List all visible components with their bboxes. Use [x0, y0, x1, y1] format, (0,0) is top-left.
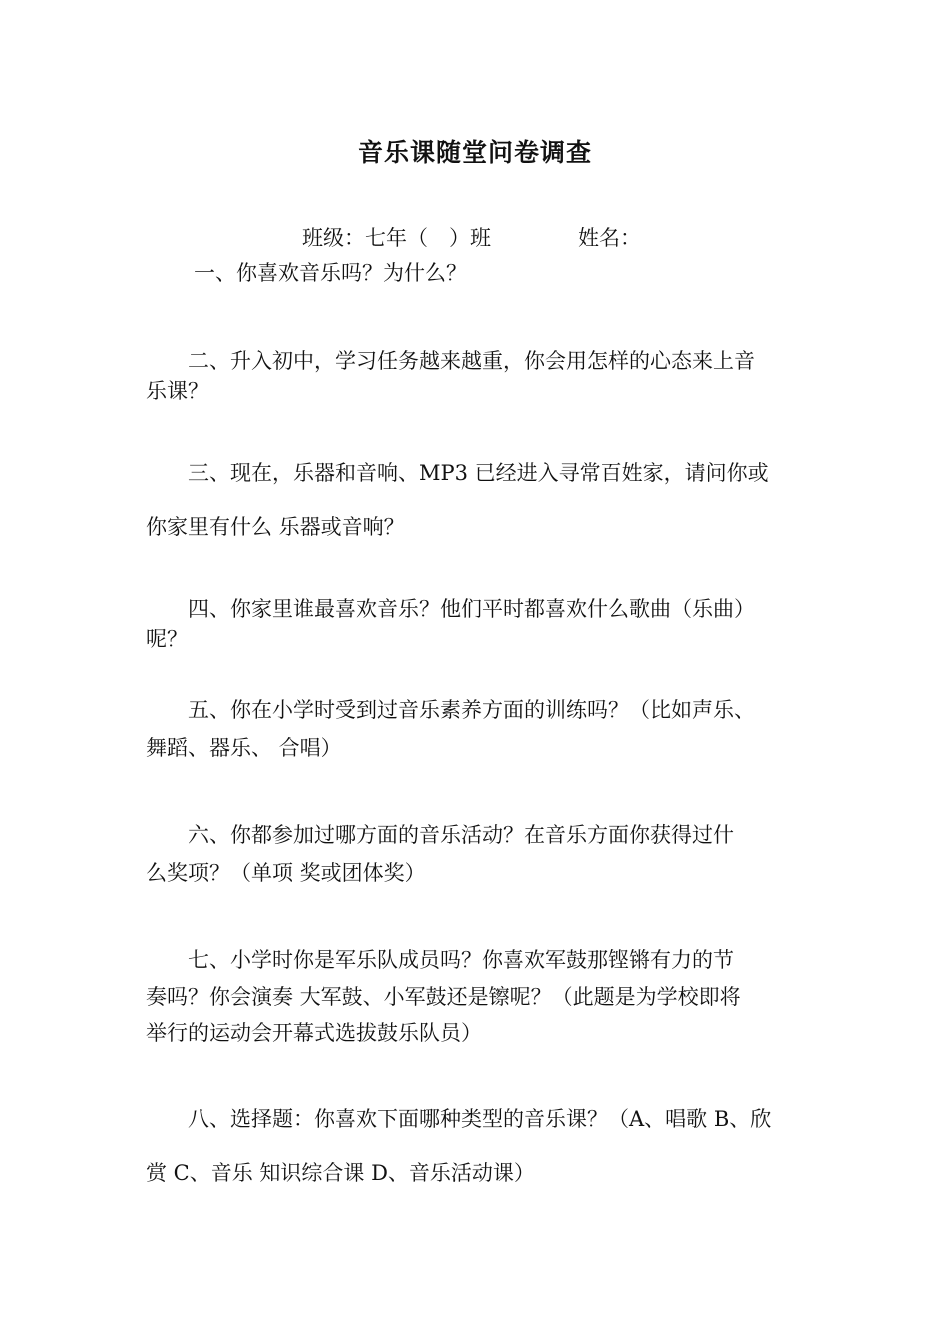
question-1-line-1: 一、你喜欢音乐吗？为什么？ [194, 261, 467, 285]
question-8-line-2: 赏 C、音乐 知识综合课 D、音乐活动课） [146, 1161, 535, 1185]
question-1 [194, 258, 858, 288]
question-4 [146, 594, 810, 654]
question-3-line-1: 三、现在，乐器和音响、MP3 已经进入寻常百姓家，请问你或 [188, 461, 769, 485]
question-4-line-2: 呢？ [146, 627, 188, 651]
question-2-line-2: 乐课？ [146, 379, 209, 403]
question-8 [146, 1104, 810, 1188]
question-6-line-2: 么奖项？（单项 奖或团体奖） [146, 861, 426, 885]
question-7-line-3: 举行的运动会开幕式选拔鼓乐队员） [146, 1021, 482, 1045]
question-3 [146, 458, 810, 542]
question-4-line-1: 四、你家里谁最喜欢音乐？他们平时都喜欢什么歌曲（乐曲） [188, 597, 755, 621]
question-7-line-2: 奏吗？你会演奏 大军鼓、小军鼓还是镲呢？（此题是为学校即将 [146, 985, 741, 1009]
question-6 [146, 820, 810, 888]
class-label: 班级：七年（ ）班 [302, 226, 491, 250]
question-8-line-1: 八、选择题：你喜欢下面哪种类型的音乐课？（A、唱歌 B、欣 [188, 1107, 772, 1131]
question-5 [146, 695, 810, 763]
question-2 [146, 346, 810, 406]
question-6-line-1: 六、你都参加过哪方面的音乐活动？在音乐方面你获得过什 [188, 823, 734, 847]
question-7-line-1: 七、小学时你是军乐队成员吗？你喜欢军鼓那铿锵有力的节 [188, 948, 734, 972]
question-3-line-2: 你家里有什么 乐器或音响？ [146, 515, 405, 539]
name-label: 姓名： [578, 226, 641, 250]
question-5-line-1: 五、你在小学时受到过音乐素养方面的训练吗？（比如声乐、 [188, 698, 755, 722]
page-title: 音乐课随堂问卷调查 [357, 138, 592, 167]
question-7 [146, 945, 810, 1048]
question-2-line-1: 二、升入初中，学习任务越来越重，你会用怎样的心态来上音 [188, 349, 755, 373]
question-5-line-2: 舞蹈、器乐、 合唱） [146, 736, 342, 760]
